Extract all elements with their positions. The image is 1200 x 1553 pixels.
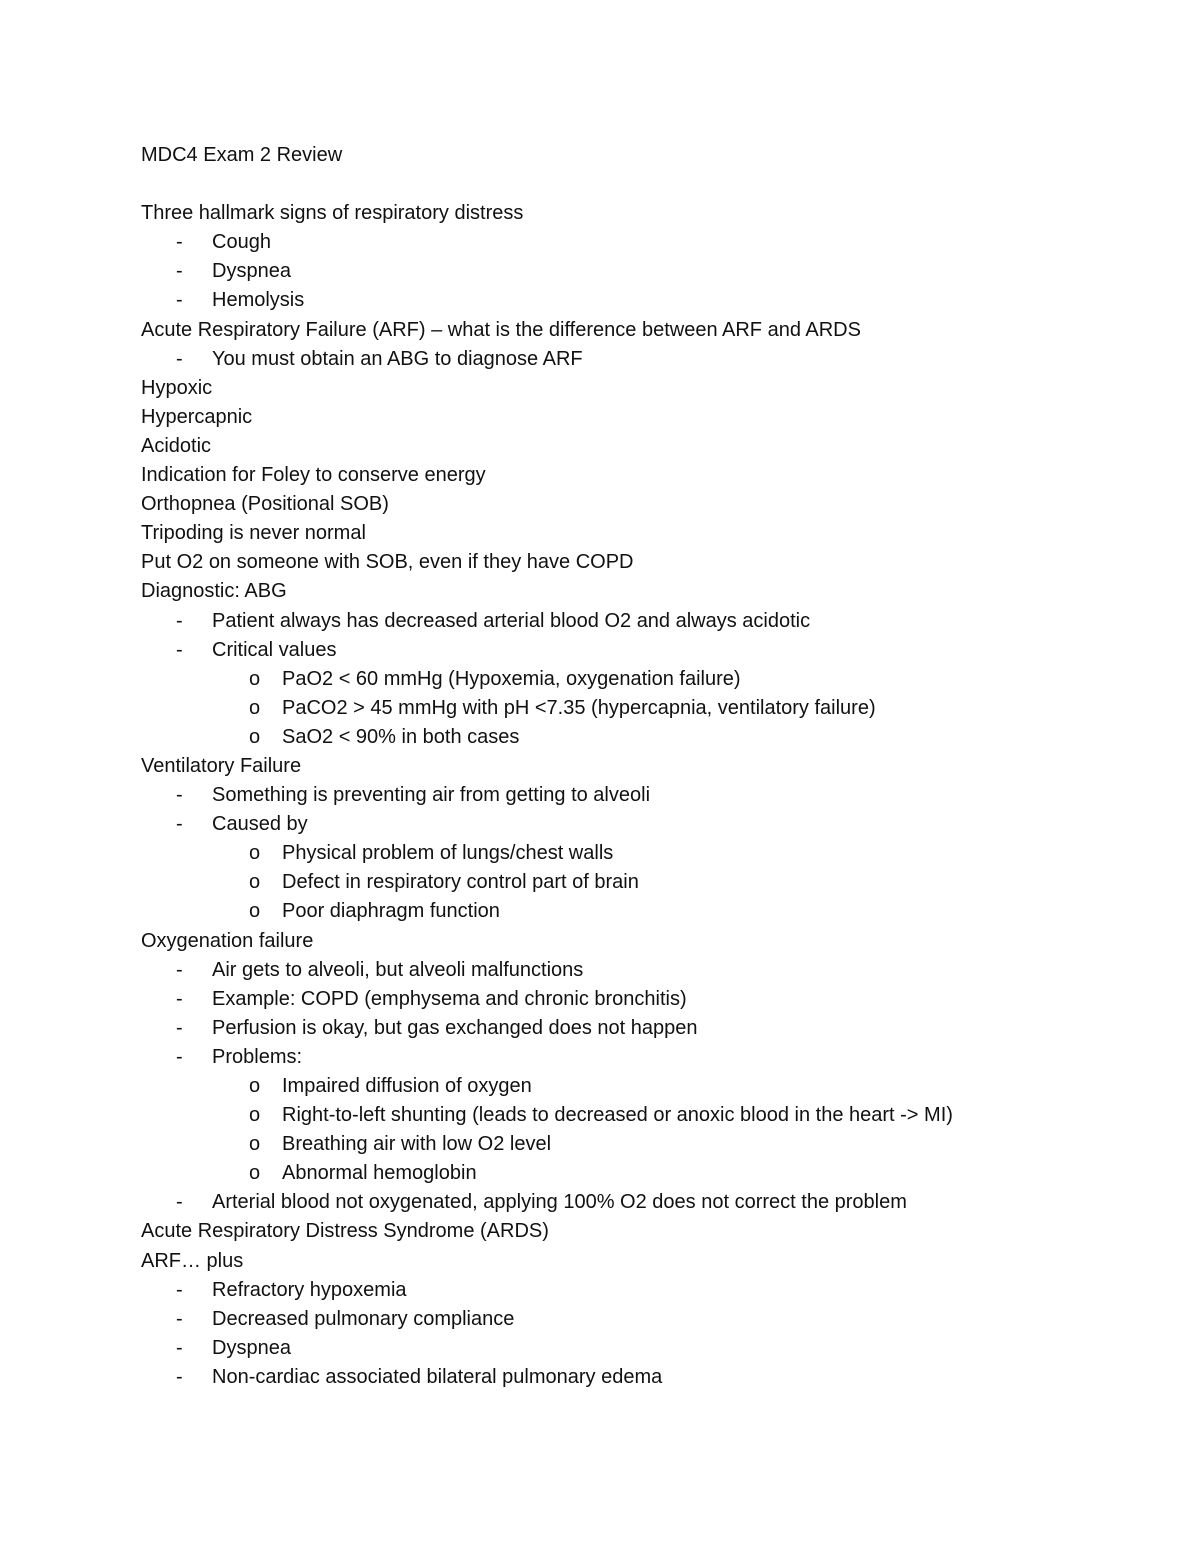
bullet-item xyxy=(141,1014,1141,1043)
circle-bullet-icon: o xyxy=(249,667,261,690)
sub-bullet-item xyxy=(141,897,1141,926)
bullet-item xyxy=(141,228,1141,257)
bullet-text: SaO2 < 90% in both cases xyxy=(282,725,520,748)
sub-bullet-item xyxy=(141,1101,1141,1130)
bullet-item xyxy=(141,607,1141,636)
heading-line: Put O2 on someone with SOB, even if they have COPD xyxy=(141,551,634,574)
sub-bullet-item xyxy=(141,839,1141,868)
dash-bullet-icon: - xyxy=(176,289,183,312)
heading-line: Indication for Foley to conserve energy xyxy=(141,464,486,487)
bullet-text: PaCO2 > 45 mmHg with pH <7.35 (hypercapnia, ventilatory failure) xyxy=(282,696,876,719)
heading-line: Tripoding is never normal xyxy=(141,522,366,545)
dash-bullet-icon: - xyxy=(176,958,183,981)
bullet-item xyxy=(141,1043,1141,1072)
heading-line: Acute Respiratory Failure (ARF) – what is the difference between ARF and ARDS xyxy=(141,318,861,341)
heading-line: Hypercapnic xyxy=(141,405,253,428)
heading-line: Acute Respiratory Distress Syndrome (ARDS) xyxy=(141,1220,549,1243)
bullet-item xyxy=(141,1363,1141,1392)
heading-line: Hypoxic xyxy=(141,376,213,399)
bullet-item xyxy=(141,781,1141,810)
bullet-text: Critical values xyxy=(212,638,337,661)
heading-line: Orthopnea (Positional SOB) xyxy=(141,493,389,516)
circle-bullet-icon: o xyxy=(249,900,261,923)
bullet-text: Breathing air with low O2 level xyxy=(282,1133,552,1156)
dash-bullet-icon: - xyxy=(176,1016,183,1039)
heading-line: Three hallmark signs of respiratory distress xyxy=(141,202,524,225)
sub-bullet-item xyxy=(141,694,1141,723)
bullet-text: Caused by xyxy=(212,813,308,836)
bullet-text: Poor diaphragm function xyxy=(282,900,500,923)
bullet-item xyxy=(141,286,1141,315)
dash-bullet-icon: - xyxy=(176,1045,183,1068)
bullet-item xyxy=(141,985,1141,1014)
circle-bullet-icon: o xyxy=(249,696,261,719)
dash-bullet-icon: - xyxy=(176,231,183,254)
bullet-text: Patient always has decreased arterial blood O2 and always acidotic xyxy=(212,609,811,632)
circle-bullet-icon: o xyxy=(249,1162,261,1185)
dash-bullet-icon: - xyxy=(176,260,183,283)
bullet-text: Cough xyxy=(212,231,271,254)
bullet-item xyxy=(141,956,1141,985)
bullet-text: PaO2 < 60 mmHg (Hypoxemia, oxygenation failure) xyxy=(282,667,741,690)
bullet-text: Dyspnea xyxy=(212,1336,291,1359)
dash-bullet-icon: - xyxy=(176,1307,183,1330)
dash-bullet-icon: - xyxy=(176,347,183,370)
sub-bullet-item xyxy=(141,868,1141,897)
bullet-text: Physical problem of lungs/chest walls xyxy=(282,842,614,865)
sub-bullet-item xyxy=(141,665,1141,694)
bullet-item xyxy=(141,1276,1141,1305)
bullet-item xyxy=(141,1305,1141,1334)
dash-bullet-icon: - xyxy=(176,1336,183,1359)
dash-bullet-icon: - xyxy=(176,638,183,661)
bullet-item xyxy=(141,1188,1141,1217)
circle-bullet-icon: o xyxy=(249,842,261,865)
sub-bullet-item xyxy=(141,1072,1141,1101)
bullet-text: Decreased pulmonary compliance xyxy=(212,1307,515,1330)
blank-line xyxy=(141,170,1141,199)
bullet-item xyxy=(141,1334,1141,1363)
circle-bullet-icon: o xyxy=(249,1104,261,1127)
bullet-text: Abnormal hemoglobin xyxy=(282,1162,477,1185)
bullet-text: Arterial blood not oxygenated, applying 100% O2 does not correct the problem xyxy=(212,1191,907,1214)
bullet-text: Right-to-left shunting (leads to decreased or anoxic blood in the heart -> MI) xyxy=(282,1104,953,1127)
heading-line: ARF… plus xyxy=(141,1249,244,1272)
bullet-text: Air gets to alveoli, but alveoli malfunctions xyxy=(212,958,584,981)
bullet-item xyxy=(141,636,1141,665)
dash-bullet-icon: - xyxy=(176,784,183,807)
heading-line: Acidotic xyxy=(141,434,212,457)
bullet-item xyxy=(141,257,1141,286)
bullet-text: Problems: xyxy=(212,1045,303,1068)
bullet-text: Non-cardiac associated bilateral pulmonary edema xyxy=(212,1365,663,1388)
document-body xyxy=(141,141,1141,1392)
heading-line: Ventilatory Failure xyxy=(141,754,302,777)
sub-bullet-item xyxy=(141,1159,1141,1188)
bullet-text: Example: COPD (emphysema and chronic bronchitis) xyxy=(212,987,687,1010)
bullet-item xyxy=(141,345,1141,374)
sub-bullet-item xyxy=(141,1130,1141,1159)
bullet-text: Refractory hypoxemia xyxy=(212,1278,407,1301)
sub-bullet-item xyxy=(141,723,1141,752)
circle-bullet-icon: o xyxy=(249,725,261,748)
bullet-item xyxy=(141,810,1141,839)
heading-line: Diagnostic: ABG xyxy=(141,580,287,603)
bullet-text: Dyspnea xyxy=(212,260,291,283)
bullet-text: Perfusion is okay, but gas exchanged does not happen xyxy=(212,1016,698,1039)
bullet-text: Defect in respiratory control part of brain xyxy=(282,871,639,894)
dash-bullet-icon: - xyxy=(176,1191,183,1214)
document-title: MDC4 Exam 2 Review xyxy=(141,144,343,166)
bullet-text: Impaired diffusion of oxygen xyxy=(282,1075,532,1097)
circle-bullet-icon: o xyxy=(249,1075,261,1097)
heading-line: Oxygenation failure xyxy=(141,929,314,952)
dash-bullet-icon: - xyxy=(176,1365,183,1388)
bullet-text: Hemolysis xyxy=(212,289,305,312)
circle-bullet-icon: o xyxy=(249,871,261,894)
dash-bullet-icon: - xyxy=(176,1278,183,1301)
dash-bullet-icon: - xyxy=(176,987,183,1010)
dash-bullet-icon: - xyxy=(176,813,183,836)
bullet-text: You must obtain an ABG to diagnose ARF xyxy=(212,347,583,370)
bullet-text: Something is preventing air from getting to alveoli xyxy=(212,784,651,807)
circle-bullet-icon: o xyxy=(249,1133,261,1156)
dash-bullet-icon: - xyxy=(176,609,183,632)
